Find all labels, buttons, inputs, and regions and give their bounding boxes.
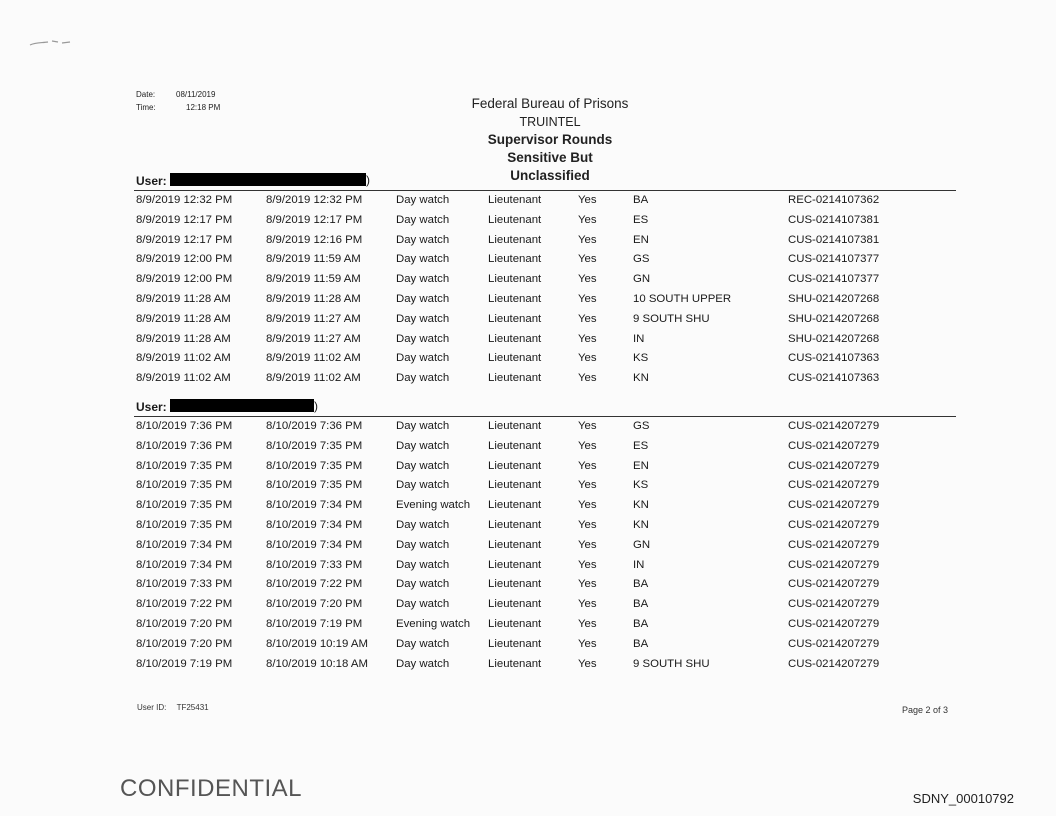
cell-area-id: CUS-0214107377 [788, 273, 880, 286]
cell-completed: Yes [578, 312, 597, 325]
cell-area-id: CUS-0214207279 [788, 538, 880, 551]
cell-watch: Day watch [396, 213, 450, 226]
cell-watch: Day watch [396, 233, 450, 246]
cell-location: BA [633, 617, 649, 630]
cell-end-time: 8/9/2019 11:02 AM [266, 372, 361, 385]
cell-end-time: 8/9/2019 12:32 PM [266, 194, 363, 206]
report-title: Supervisor Rounds [487, 132, 613, 147]
cell-end-time: 8/10/2019 7:20 PM [266, 598, 363, 611]
cell-start-time: 8/9/2019 11:02 AM [136, 352, 231, 365]
date-value: 08/11/2019 [176, 90, 216, 99]
scan-artifact-mark [28, 38, 74, 48]
cell-watch: Day watch [396, 253, 450, 266]
table-row [134, 615, 956, 635]
cell-role: Lieutenant [488, 233, 542, 246]
cell-start-time: 8/10/2019 7:20 PM [136, 617, 233, 630]
cell-role: Lieutenant [488, 292, 542, 305]
cell-area-id: CUS-0214107363 [788, 372, 880, 385]
cell-completed: Yes [578, 292, 597, 305]
cell-watch: Day watch [396, 558, 450, 571]
cell-role: Lieutenant [488, 312, 542, 325]
cell-end-time: 8/10/2019 7:33 PM [266, 558, 363, 571]
table-row [134, 369, 956, 389]
cell-location: BA [633, 598, 649, 611]
cell-completed: Yes [578, 479, 597, 492]
cell-role: Lieutenant [488, 372, 542, 385]
cell-role: Lieutenant [488, 332, 542, 345]
user-label: User: [136, 174, 167, 188]
cell-location: KS [633, 479, 649, 492]
cell-role: Lieutenant [488, 578, 542, 591]
table-row [134, 349, 956, 369]
cell-completed: Yes [578, 420, 597, 432]
cell-role: Lieutenant [488, 459, 542, 472]
cell-area-id: REC-0214107362 [788, 194, 880, 206]
cell-location: EN [633, 233, 649, 246]
cell-area-id: CUS-0214207279 [788, 578, 880, 591]
cell-location: GN [633, 538, 651, 551]
table-row [134, 575, 956, 595]
cell-completed: Yes [578, 439, 597, 452]
table-row [134, 437, 956, 457]
cell-end-time: 8/9/2019 11:27 AM [266, 312, 361, 325]
cell-end-time: 8/9/2019 11:59 AM [266, 273, 361, 286]
cell-area-id: SHU-0214207268 [788, 312, 880, 325]
cell-start-time: 8/10/2019 7:36 PM [136, 439, 233, 452]
table-row [134, 655, 956, 675]
cell-watch: Day watch [396, 352, 450, 365]
cell-completed: Yes [578, 617, 597, 630]
report-heading [470, 95, 630, 185]
cell-area-id: CUS-0214207279 [788, 420, 880, 432]
cell-role: Lieutenant [488, 273, 542, 286]
cell-location: KN [633, 518, 649, 531]
cell-role: Lieutenant [488, 558, 542, 571]
cell-end-time: 8/9/2019 11:28 AM [266, 292, 361, 305]
cell-end-time: 8/10/2019 7:34 PM [266, 499, 363, 512]
agency-name: Federal Bureau of Prisons [471, 96, 629, 111]
cell-end-time: 8/9/2019 11:59 AM [266, 253, 361, 266]
cell-location: 10 SOUTH UPPER [633, 292, 732, 305]
cell-role: Lieutenant [488, 538, 542, 551]
cell-completed: Yes [578, 273, 597, 286]
cell-watch: Evening watch [396, 617, 471, 630]
cell-role: Lieutenant [488, 637, 542, 650]
cell-start-time: 8/9/2019 12:17 PM [136, 213, 233, 226]
cell-area-id: CUS-0214207279 [788, 637, 880, 650]
cell-watch: Day watch [396, 657, 450, 670]
user-suffix: ) [366, 173, 370, 187]
cell-role: Lieutenant [488, 253, 542, 266]
cell-role: Lieutenant [488, 479, 542, 492]
user-header [134, 173, 956, 191]
time-value: 12:18 PM [186, 103, 221, 112]
cell-end-time: 8/9/2019 11:27 AM [266, 332, 361, 345]
report-meta [136, 88, 220, 114]
cell-start-time: 8/10/2019 7:20 PM [136, 637, 233, 650]
cell-end-time: 8/10/2019 10:18 AM [266, 657, 368, 670]
cell-end-time: 8/9/2019 11:02 AM [266, 352, 361, 365]
table-row [134, 516, 956, 536]
table-row [134, 556, 956, 576]
cell-end-time: 8/10/2019 7:22 PM [266, 578, 363, 591]
cell-watch: Day watch [396, 518, 450, 531]
cell-role: Lieutenant [488, 194, 542, 206]
cell-start-time: 8/9/2019 12:32 PM [136, 194, 233, 206]
cell-location: KN [633, 372, 649, 385]
table-row [134, 476, 956, 496]
cell-end-time: 8/10/2019 7:35 PM [266, 439, 363, 452]
cell-area-id: CUS-0214107381 [788, 213, 880, 226]
cell-watch: Day watch [396, 312, 450, 325]
classification: Sensitive But Unclassified [507, 150, 593, 183]
cell-watch: Day watch [396, 538, 450, 551]
cell-location: ES [633, 213, 649, 226]
cell-start-time: 8/9/2019 12:00 PM [136, 273, 233, 286]
cell-start-time: 8/9/2019 11:28 AM [136, 312, 231, 325]
cell-watch: Day watch [396, 194, 450, 206]
table-row [134, 330, 956, 350]
cell-watch: Day watch [396, 372, 450, 385]
cell-completed: Yes [578, 372, 597, 385]
cell-end-time: 8/10/2019 7:35 PM [266, 459, 363, 472]
cell-watch: Day watch [396, 292, 450, 305]
cell-location: IN [633, 332, 645, 345]
cell-watch: Day watch [396, 479, 450, 492]
cell-completed: Yes [578, 558, 597, 571]
cell-start-time: 8/9/2019 11:28 AM [136, 332, 231, 345]
table-row [134, 635, 956, 655]
table-row [134, 211, 956, 231]
cell-end-time: 8/9/2019 12:17 PM [266, 213, 363, 226]
user-id-label: User ID: [137, 703, 167, 712]
table-row [134, 250, 956, 270]
cell-end-time: 8/10/2019 7:36 PM [266, 420, 363, 432]
cell-completed: Yes [578, 332, 597, 345]
table-row [134, 496, 956, 516]
table-row [134, 595, 956, 615]
cell-start-time: 8/9/2019 11:28 AM [136, 292, 231, 305]
cell-location: BA [633, 637, 649, 650]
cell-end-time: 8/10/2019 7:34 PM [266, 518, 363, 531]
user-section-1 [134, 173, 956, 389]
cell-location: BA [633, 578, 649, 591]
cell-start-time: 8/10/2019 7:34 PM [136, 558, 233, 571]
user-section-2 [134, 399, 956, 674]
cell-start-time: 8/10/2019 7:33 PM [136, 578, 233, 591]
cell-start-time: 8/10/2019 7:35 PM [136, 499, 233, 512]
cell-watch: Day watch [396, 439, 450, 452]
table-row [134, 290, 956, 310]
cell-completed: Yes [578, 194, 597, 206]
cell-role: Lieutenant [488, 213, 542, 226]
cell-area-id: CUS-0214107377 [788, 253, 880, 266]
user-suffix: ) [314, 399, 318, 413]
table-row [134, 231, 956, 251]
bates-number: SDNY_00010792 [912, 791, 1014, 806]
cell-role: Lieutenant [488, 598, 542, 611]
cell-area-id: CUS-0214207279 [788, 558, 880, 571]
cell-role: Lieutenant [488, 420, 542, 432]
cell-location: 9 SOUTH SHU [633, 312, 710, 325]
cell-area-id: SHU-0214207268 [788, 332, 880, 345]
cell-end-time: 8/10/2019 7:19 PM [266, 617, 363, 630]
cell-start-time: 8/10/2019 7:34 PM [136, 538, 233, 551]
cell-start-time: 8/10/2019 7:22 PM [136, 598, 233, 611]
user-header [134, 399, 956, 417]
cell-location: 9 SOUTH SHU [633, 657, 710, 670]
cell-location: KN [633, 499, 649, 512]
cell-area-id: SHU-0214207268 [788, 292, 880, 305]
cell-area-id: CUS-0214107381 [788, 233, 880, 246]
time-label: Time: [136, 103, 156, 112]
cell-location: IN [633, 558, 645, 571]
table-row [134, 191, 956, 211]
cell-completed: Yes [578, 233, 597, 246]
redaction-bar [170, 173, 366, 186]
cell-start-time: 8/9/2019 12:00 PM [136, 253, 233, 266]
cell-role: Lieutenant [488, 518, 542, 531]
cell-role: Lieutenant [488, 439, 542, 452]
cell-end-time: 8/9/2019 12:16 PM [266, 233, 363, 246]
cell-area-id: CUS-0214207279 [788, 518, 880, 531]
cell-watch: Day watch [396, 459, 450, 472]
cell-location: GS [633, 420, 650, 432]
cell-start-time: 8/10/2019 7:36 PM [136, 420, 233, 432]
cell-completed: Yes [578, 352, 597, 365]
cell-start-time: 8/10/2019 7:19 PM [136, 657, 233, 670]
cell-area-id: CUS-0214207279 [788, 479, 880, 492]
cell-location: KS [633, 352, 649, 365]
cell-watch: Day watch [396, 578, 450, 591]
cell-completed: Yes [578, 518, 597, 531]
cell-location: BA [633, 194, 649, 206]
cell-completed: Yes [578, 253, 597, 266]
cell-end-time: 8/10/2019 7:35 PM [266, 479, 363, 492]
table-row [134, 457, 956, 477]
rounds-table [134, 191, 956, 389]
cell-watch: Day watch [396, 273, 450, 286]
cell-watch: Day watch [396, 332, 450, 345]
cell-location: EN [633, 459, 649, 472]
table-row [134, 310, 956, 330]
cell-start-time: 8/10/2019 7:35 PM [136, 479, 233, 492]
cell-area-id: CUS-0214107363 [788, 352, 880, 365]
system-name: TRUINTEL [519, 115, 581, 129]
cell-start-time: 8/9/2019 12:17 PM [136, 233, 233, 246]
cell-area-id: CUS-0214207279 [788, 439, 880, 452]
cell-location: GS [633, 253, 650, 266]
table-row [134, 270, 956, 290]
cell-end-time: 8/10/2019 7:34 PM [266, 538, 363, 551]
cell-area-id: CUS-0214207279 [788, 499, 880, 512]
cell-area-id: CUS-0214207279 [788, 459, 880, 472]
cell-completed: Yes [578, 213, 597, 226]
cell-completed: Yes [578, 538, 597, 551]
cell-watch: Day watch [396, 420, 450, 432]
user-id-line [137, 703, 209, 712]
cell-start-time: 8/10/2019 7:35 PM [136, 518, 233, 531]
page-number: Page 2 of 3 [901, 705, 948, 715]
confidential-stamp: CONFIDENTIAL [120, 775, 303, 802]
cell-completed: Yes [578, 657, 597, 670]
date-label: Date: [136, 90, 156, 99]
cell-start-time: 8/10/2019 7:35 PM [136, 459, 233, 472]
cell-area-id: CUS-0214207279 [788, 598, 880, 611]
cell-completed: Yes [578, 637, 597, 650]
table-row [134, 536, 956, 556]
cell-start-time: 8/9/2019 11:02 AM [136, 372, 231, 385]
cell-role: Lieutenant [488, 352, 542, 365]
user-label: User: [136, 400, 167, 414]
rounds-table [134, 417, 956, 674]
cell-role: Lieutenant [488, 657, 542, 670]
cell-end-time: 8/10/2019 10:19 AM [266, 637, 368, 650]
redaction-bar [170, 399, 314, 412]
cell-completed: Yes [578, 459, 597, 472]
cell-completed: Yes [578, 499, 597, 512]
cell-watch: Day watch [396, 598, 450, 611]
cell-location: GN [633, 273, 651, 286]
table-row [134, 417, 956, 437]
cell-area-id: CUS-0214207279 [788, 617, 880, 630]
cell-completed: Yes [578, 598, 597, 611]
cell-watch: Evening watch [396, 499, 471, 512]
cell-role: Lieutenant [488, 617, 542, 630]
cell-completed: Yes [578, 578, 597, 591]
cell-watch: Day watch [396, 637, 450, 650]
cell-location: ES [633, 439, 649, 452]
user-id-value: TF25431 [176, 703, 209, 712]
cell-area-id: CUS-0214207279 [788, 657, 880, 670]
cell-role: Lieutenant [488, 499, 542, 512]
